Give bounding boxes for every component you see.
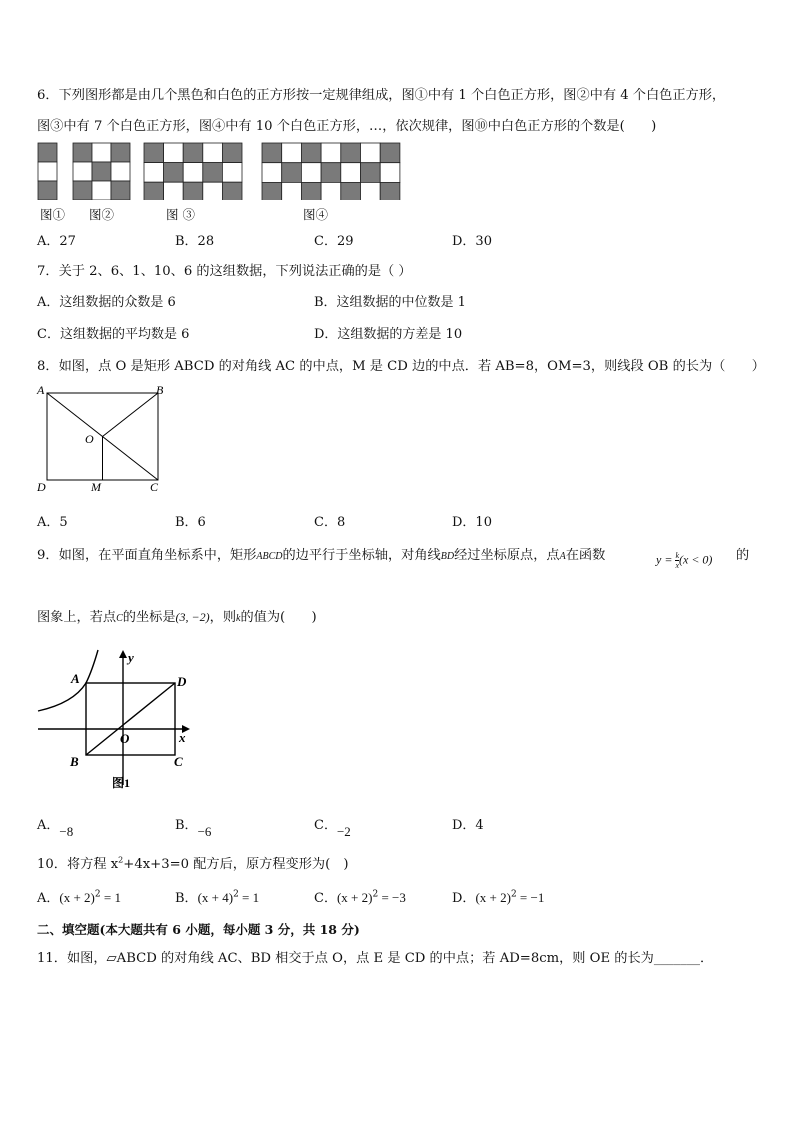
black-square bbox=[183, 143, 203, 163]
black-square bbox=[73, 143, 92, 162]
q9-option-b-value: −6 bbox=[197, 824, 212, 839]
q8-option-c[interactable]: C．8 bbox=[314, 515, 346, 530]
q10-option-c-expr: (x + 2) bbox=[336, 890, 373, 905]
pattern-figure-1 bbox=[38, 143, 57, 200]
q10-option-a-letter: A． bbox=[37, 891, 60, 906]
q9-function bbox=[656, 551, 712, 570]
black-square bbox=[282, 163, 302, 183]
q9-option-a[interactable] bbox=[37, 814, 74, 839]
pattern-figure-2 bbox=[73, 143, 130, 200]
q9-label-B: B bbox=[70, 754, 79, 769]
black-square bbox=[341, 143, 361, 163]
white-square bbox=[222, 163, 242, 183]
q9-stem-line2 bbox=[37, 606, 317, 625]
black-square bbox=[301, 182, 321, 200]
q9-point-a: A bbox=[559, 551, 566, 562]
q9-text-e: 的 bbox=[736, 548, 750, 563]
q9-text-d: 在函数 bbox=[565, 548, 606, 563]
q10-option-d-letter: D． bbox=[452, 891, 476, 906]
q10-option-c[interactable] bbox=[314, 887, 406, 906]
q9-text-f: 图象上，若点 bbox=[37, 610, 117, 625]
q9-option-c[interactable] bbox=[314, 814, 351, 839]
q8-label-D: D bbox=[37, 480, 46, 494]
section-heading: 二、填空题(本大题共有 6 小题，每小题 3 分，共 18 分) bbox=[37, 922, 360, 937]
fig3-label: 图 ③ bbox=[166, 207, 195, 222]
black-square bbox=[262, 182, 282, 200]
q8-label-B: B bbox=[156, 383, 164, 397]
q10-option-a-sq: 2 bbox=[94, 889, 101, 900]
black-square bbox=[380, 143, 400, 163]
white-square bbox=[73, 162, 92, 181]
q7-stem: 7．关于 2、6、1、10、6 的这组数据，下列说法正确的是（ ） bbox=[37, 264, 412, 279]
q9-option-c-letter: C． bbox=[314, 818, 337, 833]
pattern-figure-3 bbox=[144, 143, 242, 200]
q6-option-c[interactable]: C．29 bbox=[314, 234, 354, 249]
q9-stem-line1 bbox=[37, 544, 605, 563]
q7-option-d[interactable]: D．这组数据的方差是 10 bbox=[314, 327, 463, 342]
black-square bbox=[164, 163, 184, 183]
white-square bbox=[38, 162, 57, 181]
black-square bbox=[222, 143, 242, 163]
black-square bbox=[380, 182, 400, 200]
q7-option-a[interactable]: A．这组数据的众数是 6 bbox=[37, 295, 176, 310]
white-square bbox=[341, 163, 361, 183]
white-square bbox=[92, 181, 111, 200]
q9-label-C: C bbox=[174, 754, 183, 769]
black-square bbox=[301, 143, 321, 163]
q9-bd: BD bbox=[440, 551, 455, 562]
black-square bbox=[38, 143, 57, 162]
fig4-label: 图④ bbox=[303, 207, 329, 222]
q9-frac-x: x bbox=[675, 561, 679, 570]
q10-option-a-rhs: = 1 bbox=[100, 890, 121, 905]
q10-option-a[interactable] bbox=[37, 887, 121, 906]
q7-option-b[interactable]: B．这组数据的中位数是 1 bbox=[314, 295, 466, 310]
q10-option-d-expr: (x + 2) bbox=[475, 890, 511, 905]
q10-option-c-rhs: = −3 bbox=[378, 890, 406, 905]
white-square bbox=[282, 143, 302, 163]
white-square bbox=[321, 182, 341, 200]
q10-option-d-rhs: = −1 bbox=[516, 890, 545, 905]
q10-option-b[interactable] bbox=[175, 887, 259, 906]
q9-func-cond: (x < 0) bbox=[679, 552, 713, 567]
q9-text-b: 的边平行于坐标轴，对角线 bbox=[282, 548, 441, 563]
q9-option-d[interactable]: D．4 bbox=[452, 818, 484, 833]
white-square bbox=[380, 163, 400, 183]
q9-option-b-letter: B． bbox=[175, 818, 198, 833]
q10-option-b-expr: (x + 4) bbox=[197, 890, 234, 905]
white-square bbox=[361, 143, 381, 163]
q9-coordinate-figure bbox=[34, 645, 204, 795]
q9-func-y: y = bbox=[656, 552, 676, 567]
q9-option-c-value: −2 bbox=[336, 824, 351, 839]
q9-label-y: y bbox=[128, 650, 134, 665]
pattern-figure-4 bbox=[262, 143, 400, 200]
q8-option-a[interactable]: A．5 bbox=[37, 515, 68, 530]
black-square bbox=[144, 143, 164, 163]
q9-frac-k: k bbox=[675, 551, 679, 560]
q8-rectangle-figure bbox=[34, 380, 174, 498]
white-square bbox=[164, 143, 184, 163]
q10-option-c-letter: C． bbox=[314, 891, 337, 906]
q6-stem-line2: 图③中有 7 个白色正方形，图④中有 10 个白色正方形，…，依次规律，图⑩中白色正方形的个数是( ) bbox=[37, 119, 657, 134]
black-square bbox=[73, 181, 92, 200]
white-square bbox=[262, 163, 282, 183]
q9-option-b[interactable] bbox=[175, 814, 212, 839]
q8-option-b[interactable]: B．6 bbox=[175, 515, 206, 530]
q10-option-c-sq: 2 bbox=[372, 889, 379, 900]
black-square bbox=[144, 182, 164, 200]
white-square bbox=[92, 143, 111, 162]
q10-option-d-sq: 2 bbox=[510, 889, 517, 900]
fig2-label: 图② bbox=[89, 207, 115, 222]
q9-text-a: 9．如图，在平面直角坐标系中，矩形 bbox=[37, 548, 257, 563]
q10-option-d[interactable] bbox=[452, 887, 544, 906]
q9-k: k bbox=[236, 613, 241, 624]
black-square bbox=[321, 163, 341, 183]
q8-label-O: O bbox=[85, 432, 94, 446]
white-square bbox=[282, 182, 302, 200]
q8-label-A: A bbox=[37, 383, 45, 397]
black-square bbox=[92, 162, 111, 181]
white-square bbox=[321, 143, 341, 163]
white-square bbox=[301, 163, 321, 183]
q9-abcd: ABCD bbox=[256, 551, 283, 562]
white-square bbox=[203, 143, 223, 163]
q7-option-c[interactable]: C．这组数据的平均数是 6 bbox=[37, 327, 190, 342]
q6-pattern-figures bbox=[36, 140, 406, 200]
q8-option-d[interactable]: D．10 bbox=[452, 515, 492, 530]
q9-label-O: O bbox=[120, 731, 130, 746]
q9-text-g: 的坐标是 bbox=[122, 610, 176, 625]
black-square bbox=[183, 182, 203, 200]
q9-option-a-letter: A． bbox=[37, 818, 60, 833]
q9-option-a-value: −8 bbox=[59, 824, 74, 839]
q8-label-C: C bbox=[150, 480, 159, 494]
white-square bbox=[144, 163, 164, 183]
q6-option-d[interactable]: D．30 bbox=[452, 234, 492, 249]
q6-option-b[interactable]: B．28 bbox=[175, 234, 215, 249]
q9-text-c: 经过坐标原点，点 bbox=[454, 548, 560, 563]
fig1-label: 图① bbox=[40, 207, 66, 222]
q10-text-a: 10．将方程 x bbox=[37, 857, 119, 872]
q10-stem bbox=[37, 853, 349, 872]
q9-label-D: D bbox=[177, 674, 187, 689]
q10-option-a-expr: (x + 2) bbox=[59, 890, 95, 905]
q6-stem-line1: 6．下列图形都是由几个黑色和白色的正方形按一定规律组成，图①中有 1 个白色正方形，图②中有 4 个白色正方形， bbox=[37, 88, 726, 103]
white-square bbox=[111, 162, 130, 181]
q8-label-M: M bbox=[91, 480, 101, 494]
q8-stem: 8．如图，点 O 是矩形 ABCD 的对角线 AC 的中点，M 是 CD 边的中点．若 AB=8，OM=3，则线段 OB 的长为（ ） bbox=[37, 359, 765, 374]
white-square bbox=[361, 182, 381, 200]
q9-label-x: x bbox=[179, 730, 186, 745]
black-square bbox=[262, 143, 282, 163]
q10-option-b-sq: 2 bbox=[233, 889, 239, 900]
black-square bbox=[203, 163, 223, 183]
q9-figure-caption: 图1 bbox=[112, 776, 131, 790]
q10-option-b-letter: B． bbox=[175, 891, 198, 906]
q9-point-c: C bbox=[116, 613, 123, 624]
q9-label-A: A bbox=[71, 671, 80, 686]
white-square bbox=[164, 182, 184, 200]
q10-exponent: 2 bbox=[118, 855, 124, 865]
q11-stem: 11．如图，▱ABCD 的对角线 AC、BD 相交于点 O，点 E 是 CD 的中点；若 AD=8cm，则 OE 的长为_______． bbox=[37, 951, 714, 966]
black-square bbox=[111, 181, 130, 200]
black-square bbox=[361, 163, 381, 183]
white-square bbox=[183, 163, 203, 183]
black-square bbox=[341, 182, 361, 200]
white-square bbox=[203, 182, 223, 200]
q6-option-a[interactable]: A．27 bbox=[37, 234, 76, 249]
black-square bbox=[111, 143, 130, 162]
q10-option-b-rhs: = 1 bbox=[238, 890, 260, 905]
q9-text-i: 的值为( ) bbox=[240, 610, 317, 625]
q9-text-h: ，则 bbox=[209, 610, 237, 625]
q9-coordinate: (3, −2) bbox=[175, 610, 210, 624]
q10-text-b: +4x+3=0 配方后，原方程变形为( ) bbox=[123, 857, 349, 872]
black-square bbox=[38, 181, 57, 200]
black-square bbox=[222, 182, 242, 200]
